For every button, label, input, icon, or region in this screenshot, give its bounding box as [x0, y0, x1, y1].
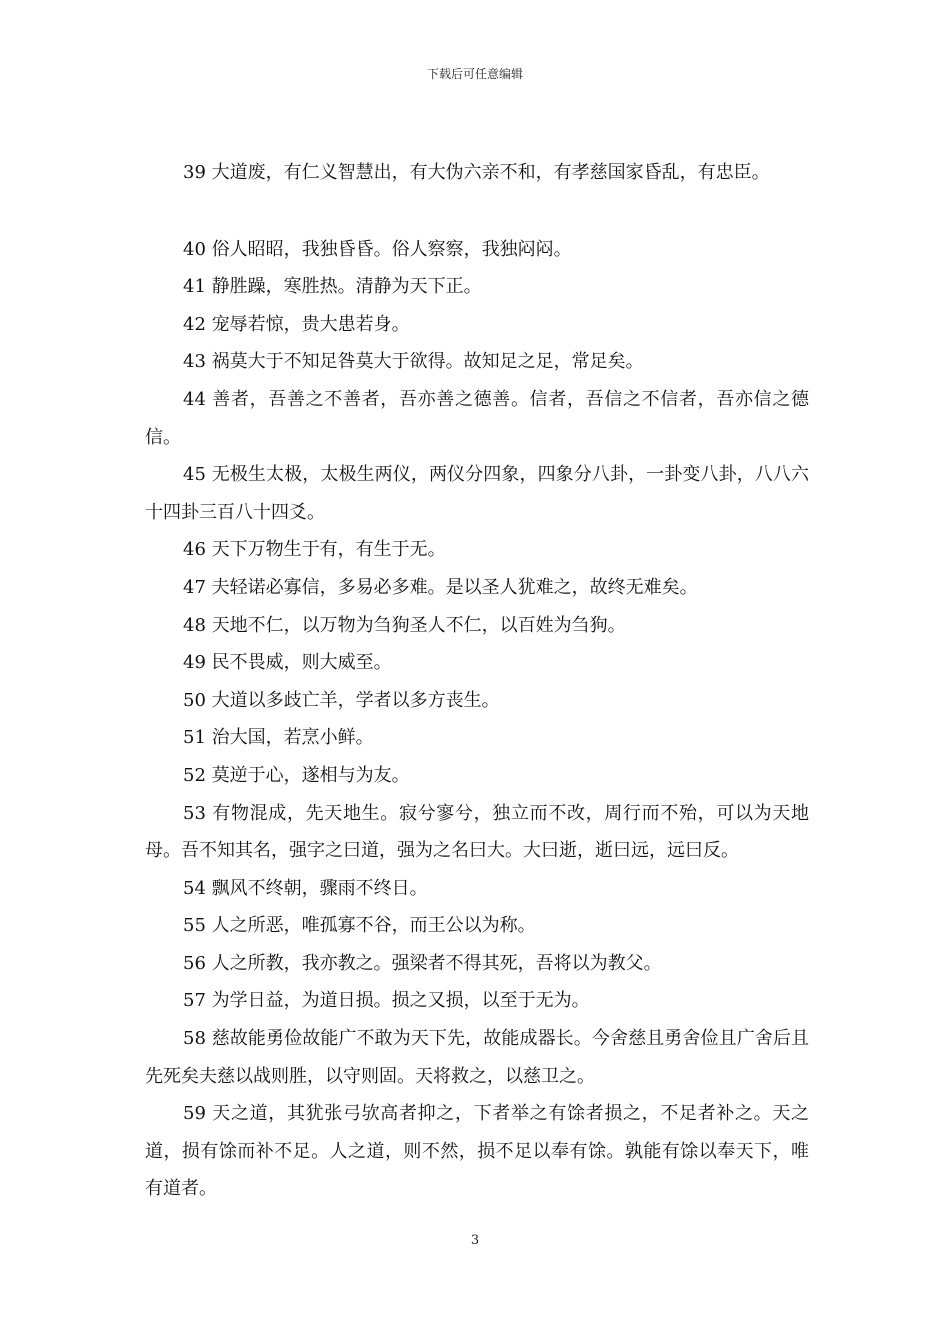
- paragraph-53: 53 有物混成，先天地生。寂兮寥兮，独立而不改，周行而不殆，可以为天地母。吾不知其名，强字之曰道，强为之名曰大。大曰逝，逝曰远，远曰反。: [145, 802, 809, 862]
- paragraph-49: 49 民不畏威，则大威至。: [183, 652, 392, 674]
- page-number: 3: [470, 1233, 480, 1248]
- paragraph-42: 42 宠辱若惊，贵大患若身。: [183, 313, 410, 335]
- paragraph-43: 43 祸莫大于不知足咎莫大于欲得。故知足之足，常足矣。: [183, 351, 644, 373]
- paragraph-46: 46 天下万物生于有，有生于无。: [183, 539, 446, 561]
- paragraph-39: 39 大道废，有仁义智慧出，有大伪六亲不和，有孝慈国家昏乱，有忠臣。: [183, 162, 770, 183]
- paragraph-44: 44 善者，吾善之不善者，吾亦善之德善。信者，吾信之不信者，吾亦信之德信。: [145, 388, 809, 448]
- paragraph-58: 58 慈故能勇俭故能广不敢为天下先，故能成器长。今舍慈且勇舍俭且广舍后且先死矣夫慈以战则胜，以守则固。天将救之，以慈卫之。: [145, 1028, 809, 1087]
- paragraph-59: 59 天之道，其犹张弓欤高者抑之，下者举之有馀者损之，不足者补之。天之道，损有馀而补不足。人之道，则不然，损不足以奉有馀。孰能有馀以奉天下，唯有道者。: [145, 1103, 809, 1200]
- paragraph-45: 45 无极生太极，太极生两仪，两仪分四象，四象分八卦，一卦变八卦，八八六十四卦三百八十四爻。: [145, 464, 809, 523]
- paragraph-47: 47 夫轻诺必寡信，多易必多难。是以圣人犹难之，故终无难矣。: [183, 576, 698, 598]
- paragraph-54: 54 飘风不终朝，骤雨不终日。: [183, 877, 428, 899]
- page-header: 下载后可任意编辑: [426, 67, 523, 81]
- paragraph-50: 50 大道以多歧亡羊，学者以多方丧生。: [183, 689, 500, 711]
- paragraph-48: 48 天地不仁，以万物为刍狗圣人不仁，以百姓为刍狗。: [183, 614, 626, 636]
- paragraph-56: 56 人之所教，我亦教之。强梁者不得其死，吾将以为教父。: [183, 952, 662, 974]
- paragraph-51: 51 治大国，若烹小鲜。: [183, 727, 374, 749]
- paragraph-40: 40 俗人昭昭，我独昏昏。俗人察察，我独闷闷。: [183, 238, 572, 260]
- document-body: [145, 154, 809, 1208]
- paragraph-52: 52 莫逆于心，遂相与为友。: [183, 764, 410, 786]
- paragraph-57: 57 为学日益，为道日损。损之又损，以至于无为。: [183, 990, 590, 1012]
- paragraph-55: 55 人之所恶，唯孤寡不谷，而王公以为称。: [183, 915, 536, 937]
- paragraph-41: 41 静胜躁，寒胜热。清静为天下正。: [183, 276, 482, 298]
